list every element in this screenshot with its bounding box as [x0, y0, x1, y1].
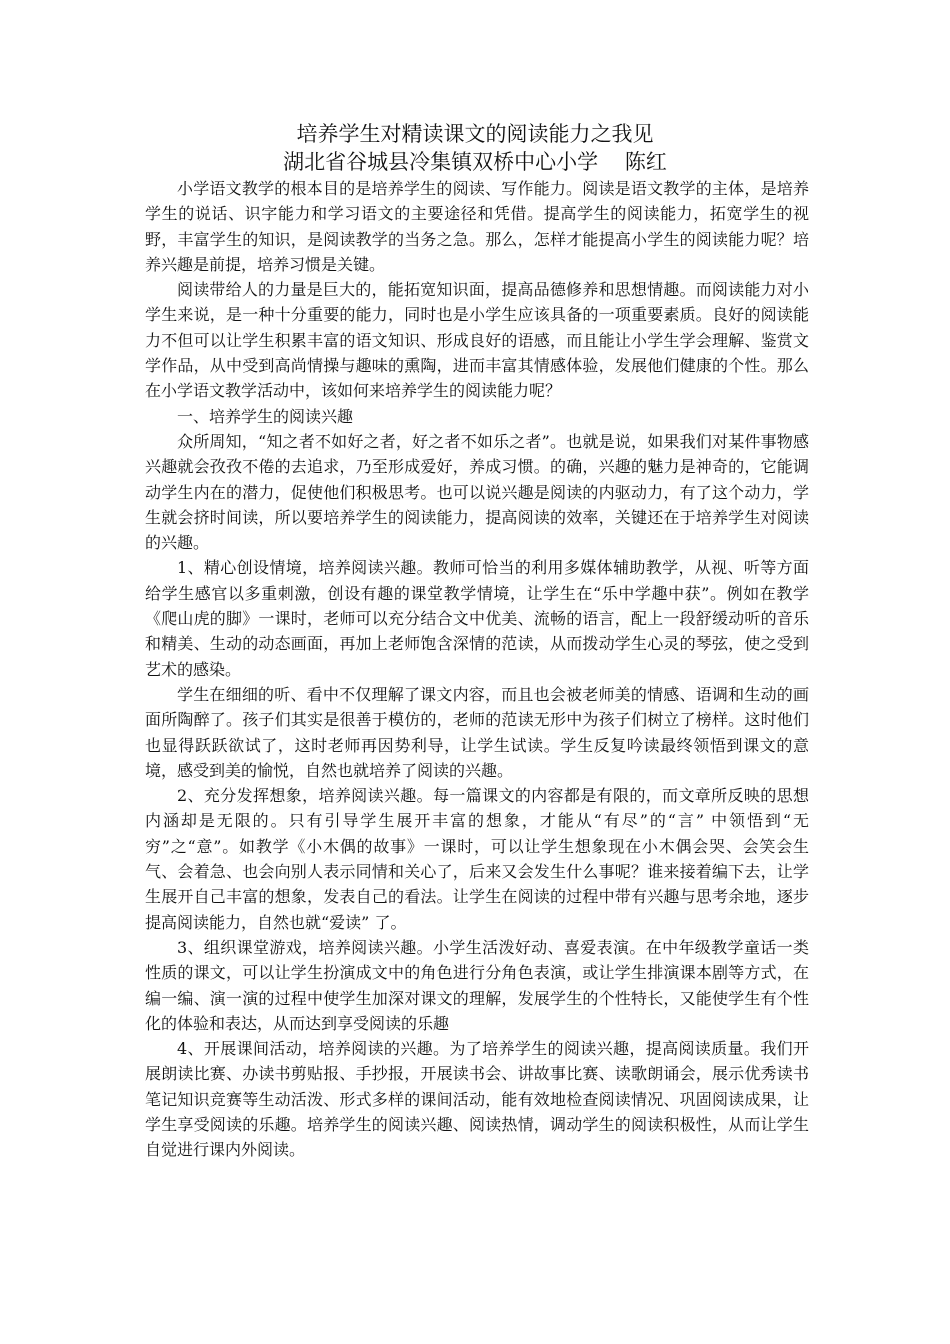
paragraph: 小学语文教学的根本目的是培养学生的阅读、写作能力。阅读是语文教学的主体，是培养学生的说话、识字能力和学习语文的主要途径和凭借。提高学生的阅读能力，拓宽学生的视野，丰富学生的知识，是阅读教学的当务之急。那么，怎样才能提高小学生的阅读能力呢？培养兴趣是前提，培养习惯是关键。: [145, 179, 809, 274]
paragraph: 学生在细细的听、看中不仅理解了课文内容，而且也会被老师美的情感、语调和生动的画面所陶醉了。孩子们其实是很善于模仿的，老师的范读无形中为孩子们树立了榜样。这时他们也显得跃跃欲试了，这时老师再因势利导，让学生试读。学生反复吟读最终领悟到课文的意境，感受到美的愉悦，自然也就培养了阅读的兴趣。: [145, 684, 809, 780]
paragraph: 1、精心创设情境，培养阅读兴趣。教师可恰当的利用多媒体辅助教学，从视、听等方面给学生感官以多重刺激，创设有趣的课堂教学情境，让学生在“乐中学趣中获”。例如在教学《爬山虎的脚》一课时，老师可以充分结合文中优美、流畅的语言，配上一段舒缓动听的音乐和精美、生动的动态画面，再加上老师饱含深情的范读，从而拨动学生心灵的琴弦，使之受到艺术的感染。: [145, 558, 809, 679]
paragraph: 4、开展课间活动，培养阅读的兴趣。为了培养学生的阅读兴趣，提高阅读质量。我们开展朗读比赛、办读书剪贴报、手抄报，开展读书会、讲故事比赛、读歌朗诵会，展示优秀读书笔记知识竞赛等生动活泼、形式多样的课间活动，能有效地检查阅读情况、巩固阅读成果，让学生享受阅读的乐趣。培养学生的阅读兴趣、阅读热情，调动学生的阅读积极性，从而让学生自觉进行课内外阅读。: [145, 1039, 809, 1160]
author-line: 湖北省谷城县冷集镇双桥中心小学 陈红: [283, 150, 667, 174]
document-title: 培养学生对精读课文的阅读能力之我见: [296, 122, 654, 146]
section-heading: 一、培养学生的阅读兴趣: [177, 406, 354, 426]
paragraph: 众所周知，“知之者不如好之者，好之者不如乐之者”。也就是说，如果我们对某件事物感兴趣就会孜孜不倦的去追求，乃至形成爱好，养成习惯。的确，兴趣的魅力是神奇的，它能调动学生内在的潜力，促使他们积极思考。也可以说兴趣是阅读的内驱动力，有了这个动力，学生就会挤时间读，所以要培养学生的阅读能力，提高阅读的效率，关键还在于培养学生对阅读的兴趣。: [145, 431, 809, 553]
paragraph: 3、组织课堂游戏，培养阅读兴趣。小学生活泼好动、喜爱表演。在中年级教学童话一类性质的课文，可以让学生扮演成文中的角色进行分角色表演，或让学生排演课本剧等方式，在编一编、演一演的过程中使学生加深对课文的理解，发展学生的个性特长，又能使学生有个性化的体验和表达，从而达到享受阅读的乐趣: [145, 937, 809, 1033]
document-body: [145, 176, 809, 1163]
paragraph: 2、充分发挥想象，培养阅读兴趣。每一篇课文的内容都是有限的，而文章所反映的思想内涵却是无限的。只有引导学生展开丰富的想象，才能从“有尽”的“言” 中领悟到“无穷”之“意”。如教学《小木偶的故事》一课时，可以让学生想象现在小木偶会哭、会笑会生气、会着急、也会向别人表示同情和关心了，后来又会发生什么事呢？谁来接着编下去，让学生展开自己丰富的想象，发表自己的看法。让学生在阅读的过程中带有兴趣与思考余地，逐步提高阅读能力，自然也就“爱读” 了。: [145, 786, 809, 932]
paragraph: 阅读带给人的力量是巨大的，能拓宽知识面，提高品德修养和思想情趣。而阅读能力对小学生来说，是一种十分重要的能力，同时也是小学生应该具备的一项重要素质。良好的阅读能力不但可以让学生积累丰富的语文知识、形成良好的语感，而且能让小学生学会理解、鉴赏文学作品，从中受到高尚情操与趣味的熏陶，进而丰富其情感体验，发展他们健康的个性。那么在小学语文教学活动中，该如何来培养学生的阅读能力呢？: [145, 280, 809, 401]
